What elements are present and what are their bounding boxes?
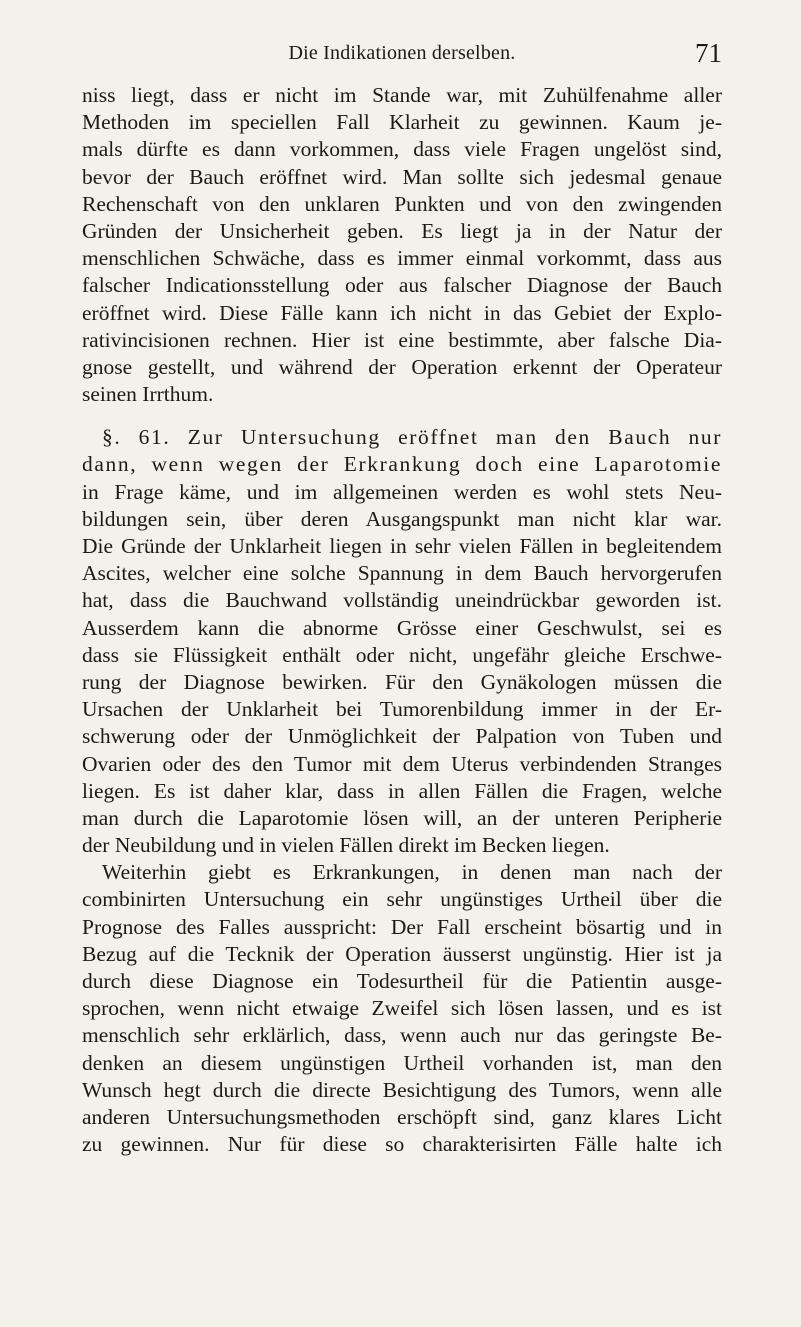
page-header xyxy=(82,38,722,72)
text-line: menschlichen Schwäche, dass es immer einmal vorkommt, dass aus xyxy=(82,246,722,271)
text-line: Ausserdem kann die abnorme Grösse einer Geschwulst, sei es xyxy=(82,615,722,640)
text-line: mals dürfte es dann vorkommen, dass viele Fragen ungelöst sind, xyxy=(82,137,722,162)
text-line: rativincisionen rechnen. Hier ist eine bestimmte, aber falsche Dia- xyxy=(82,327,722,352)
running-title: Die Indikationen derselben. xyxy=(288,42,516,64)
text-line-content: Weiterhin giebt es Erkrankungen, in denen man nach der xyxy=(102,860,722,885)
text-line: gnose gestellt, und während der Operation erkennt der Operateur xyxy=(82,354,722,379)
text-line: liegen. Es ist daher klar, dass in allen Fällen die Fragen, welche xyxy=(82,778,722,803)
paragraph-2-section-61 xyxy=(82,424,722,859)
text-line: niss liegt, dass er nicht im Stande war, mit Zuhülfenahme aller xyxy=(82,83,722,107)
text-line: dann, wenn wegen der Erkrankung doch eine Laparotomie xyxy=(82,452,722,477)
text-line: bevor der Bauch eröffnet wird. Man sollte sich jedesmal genaue xyxy=(82,164,722,189)
text-line: Ursachen der Unklarheit bei Tumorenbildung immer in der Er- xyxy=(82,697,722,722)
text-line: Ascites, welcher eine solche Spannung in dem Bauch hervorgerufen xyxy=(82,561,722,586)
text-line: bildungen sein, über deren Ausgangspunkt man nicht klar war. xyxy=(82,506,722,531)
text-line: Die Gründe der Unklarheit liegen in sehr vielen Fällen in begleitendem xyxy=(82,534,722,558)
text-line: sprochen, wenn nicht etwaige Zweifel sich lösen lassen, und es ist xyxy=(82,996,722,1021)
text-line: dass sie Flüssigkeit enthält oder nicht, ungefähr gleiche Erschwe- xyxy=(82,642,722,667)
text-line: falscher Indicationsstellung oder aus falscher Diagnose der Bauch xyxy=(82,273,722,298)
text-line: Wunsch hegt durch die directe Besichtigung des Tumors, wenn alle xyxy=(82,1077,722,1102)
section-heading: §. 61. Zur Untersuchung eröffnet man den Bauch nur xyxy=(102,425,722,450)
text-line: Bezug auf die Tecknik der Operation äusserst ungünstig. Hier ist ja xyxy=(82,941,722,966)
text-line: Ovarien oder des den Tumor mit dem Uterus verbindenden Stranges xyxy=(82,751,722,776)
text-line: menschlich sehr erklärlich, dass, wenn auch nur das geringste Be- xyxy=(82,1023,722,1048)
body-text xyxy=(82,82,722,1158)
text-line: eröffnet wird. Diese Fälle kann ich nicht in das Gebiet der Explo- xyxy=(82,300,722,325)
text-line: seinen Irrthum. xyxy=(82,382,214,407)
section-heading-line xyxy=(82,424,722,451)
text-line: denken an diesem ungünstigen Urtheil vorhanden ist, man den xyxy=(82,1050,722,1075)
text-line: Prognose des Falles ausspricht: Der Fall erscheint bösartig und in xyxy=(82,914,722,939)
page-number: 71 xyxy=(695,38,722,68)
text-line: hat, dass die Bauchwand vollständig uneindrückbar geworden ist. xyxy=(82,588,722,613)
text-line: in Frage käme, und im allgemeinen werden es wohl stets Neu- xyxy=(82,479,722,504)
text-line: Methoden im speciellen Fall Klarheit zu gewinnen. Kaum je- xyxy=(82,110,722,135)
text-line xyxy=(82,859,722,886)
text-line: combinirten Untersuchung ein sehr ungünstiges Urtheil über die xyxy=(82,887,722,912)
text-line: Rechenschaft von den unklaren Punkten und von den zwingenden xyxy=(82,191,722,216)
text-line: Gründen der Unsicherheit geben. Es liegt ja in der Natur der xyxy=(82,218,722,243)
text-line: zu gewinnen. Nur für diese so charakterisirten Fälle halte ich xyxy=(82,1132,722,1157)
text-line: rung der Diagnose bewirken. Für den Gynäkologen müssen die xyxy=(82,669,722,694)
paragraph-3 xyxy=(82,859,722,1158)
paragraph-1 xyxy=(82,82,722,408)
text-line: der Neubildung und in vielen Fällen direkt im Becken liegen. xyxy=(82,833,610,858)
text-line: man durch die Laparotomie lösen will, an der unteren Peripherie xyxy=(82,805,722,830)
text-line: durch diese Diagnose ein Todesurtheil für die Patientin ausge- xyxy=(82,969,722,993)
text-line: schwerung oder der Unmöglichkeit der Palpation von Tuben und xyxy=(82,724,722,749)
text-line: anderen Untersuchungsmethoden erschöpft sind, ganz klares Licht xyxy=(82,1104,722,1129)
